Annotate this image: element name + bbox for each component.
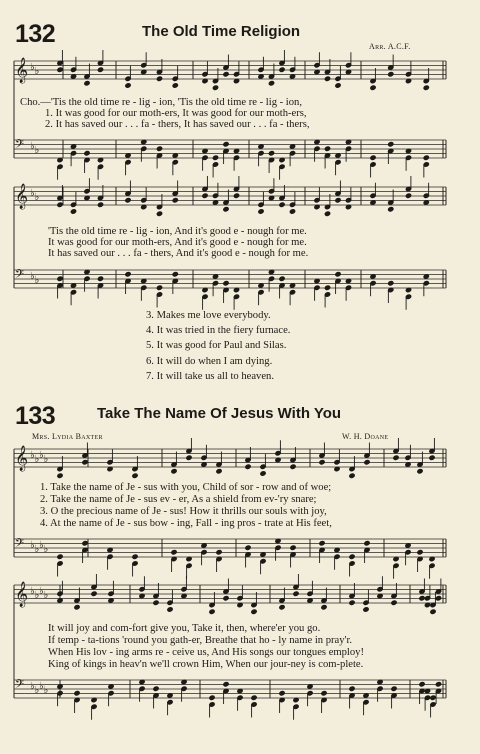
note-head — [216, 469, 222, 474]
note-head — [324, 146, 330, 151]
note-head — [153, 600, 159, 605]
flat-icon: ♭ — [39, 540, 44, 551]
hymn-title: Take The Name Of Jesus With You — [97, 405, 342, 422]
note-head — [156, 285, 162, 290]
note-head — [97, 276, 103, 281]
note-head — [260, 471, 266, 476]
note-head — [172, 272, 178, 277]
note-head — [279, 605, 285, 610]
note-head — [223, 72, 229, 77]
bass-clef-icon: 𝄢 — [15, 537, 25, 553]
note-head — [172, 198, 178, 203]
note-head — [393, 455, 399, 460]
note-head — [57, 202, 63, 207]
note-head — [202, 193, 208, 198]
flat-icon: ♭ — [34, 454, 40, 465]
note-head — [74, 605, 80, 610]
note-head — [391, 600, 397, 605]
flat-icon: ♭ — [30, 681, 35, 692]
note-head — [391, 686, 397, 691]
lyrics-line: If temp - ta-tions 'round you gath-er, Breathe that ho - ly name in pray'r. — [48, 635, 353, 646]
note-head — [429, 455, 435, 460]
bass-clef-icon: 𝄢 — [15, 138, 25, 154]
note-head — [279, 691, 285, 696]
note-head — [268, 151, 274, 156]
note-head — [319, 541, 325, 546]
note-head — [82, 541, 88, 546]
treble-clef-icon: 𝄞 — [15, 58, 29, 83]
note-head — [153, 686, 159, 691]
note-head — [435, 596, 441, 601]
flat-icon: ♭ — [43, 454, 49, 465]
note-head — [324, 285, 330, 290]
note-head — [319, 460, 325, 465]
note-head — [212, 85, 218, 90]
note-head — [125, 83, 131, 88]
flat-icon: ♭ — [43, 590, 49, 601]
flat-icon: ♭ — [34, 145, 40, 156]
flat-icon: ♭ — [30, 540, 35, 551]
note-head — [84, 151, 90, 156]
note-head — [364, 460, 370, 465]
additional-verses — [146, 308, 290, 384]
note-head — [435, 682, 441, 687]
hymn-number: 133 — [15, 402, 56, 430]
note-head — [216, 550, 222, 555]
note-head — [258, 209, 264, 214]
flat-icon: ♭ — [30, 141, 35, 152]
note-head — [290, 545, 296, 550]
bass-clef-icon: 𝄢 — [15, 678, 25, 694]
flat-icon: ♭ — [30, 450, 35, 461]
note-head — [293, 591, 299, 596]
note-head — [419, 596, 425, 601]
lyrics-line: King of kings in heav'n we'll crown Him, When our jour-ney is com-plete. — [48, 659, 364, 670]
flat-icon: ♭ — [39, 681, 44, 692]
note-head — [349, 686, 355, 691]
verse-line: 7. It will take us all to heaven. — [146, 370, 274, 382]
note-head — [290, 464, 296, 469]
note-head — [125, 272, 131, 277]
note-head — [349, 473, 355, 478]
treble-clef-icon: 𝄞 — [15, 446, 29, 471]
note-head — [171, 469, 177, 474]
note-head — [245, 545, 251, 550]
note-head — [223, 207, 229, 212]
bass-clef-icon: 𝄢 — [15, 268, 25, 284]
note-head — [223, 142, 229, 147]
note-head — [125, 198, 131, 203]
note-head — [388, 72, 394, 77]
note-head — [97, 67, 103, 72]
flat-icon: ♭ — [39, 450, 44, 461]
note-head — [245, 464, 251, 469]
verse-line: 4. It was tried in the fiery furnace. — [146, 325, 291, 337]
verse-line: 6. It will do when I am dying. — [146, 355, 273, 367]
note-head — [171, 550, 177, 555]
lyrics-line: When His lov - ing arms re - ceive us, And His songs our tongues employ! — [48, 647, 364, 658]
note-head — [349, 554, 355, 559]
lyrics-line: 2. It has saved our . . . fa - thers, It has saved our . . . fa - thers, — [45, 119, 310, 130]
note-head — [233, 193, 239, 198]
note-head — [91, 591, 97, 596]
lyrics-line: It has saved our . . . fa - thers, And it's good e - nough for me. — [48, 248, 309, 259]
note-head — [363, 607, 369, 612]
author-credit: Mrs. Lydia Baxter — [32, 432, 103, 441]
flat-icon: ♭ — [43, 685, 49, 696]
note-head — [430, 695, 436, 700]
lyrics-line: Cho.—'Tis the old time re - lig - ion, 'Tis the old time re - lig - ion, — [20, 97, 302, 108]
note-head — [172, 83, 178, 88]
flat-icon: ♭ — [34, 685, 40, 696]
lyrics-line: 3. O the precious name of Je - sus! How it thrills our souls with joy, — [40, 506, 327, 517]
note-head — [324, 211, 330, 216]
note-head — [212, 155, 218, 160]
flat-icon: ♭ — [39, 586, 44, 597]
note-head — [268, 81, 274, 86]
note-head — [423, 155, 429, 160]
lyrics-line: It was good for our moth-ers, And it's good e - nough for me. — [48, 237, 307, 248]
treble-clef-icon: 𝄞 — [15, 582, 29, 607]
note-head — [321, 605, 327, 610]
note-head — [324, 76, 330, 81]
flat-icon: ♭ — [34, 590, 40, 601]
lyrics-line: 4. At the name of Je - sus bow - ing, Fall - ing pros - trate at His feet, — [40, 518, 332, 529]
flat-icon: ♭ — [30, 62, 35, 73]
note-head — [423, 85, 429, 90]
note-head — [279, 202, 285, 207]
note-head — [156, 211, 162, 216]
note-head — [209, 695, 215, 700]
note-head — [57, 67, 63, 72]
note-head — [57, 473, 63, 478]
note-head — [167, 607, 173, 612]
note-head — [405, 193, 411, 198]
note-head — [349, 600, 355, 605]
note-head — [97, 202, 103, 207]
note-head — [335, 83, 341, 88]
lyrics-line: 'Tis the old time re - lig - ion, And it's good e - nough for me. — [48, 226, 307, 237]
flat-icon: ♭ — [34, 192, 40, 203]
note-head — [370, 155, 376, 160]
flat-icon: ♭ — [43, 544, 49, 555]
note-head — [209, 609, 215, 614]
note-head — [57, 554, 63, 559]
note-head — [289, 209, 295, 214]
note-head — [57, 276, 63, 281]
note-head — [417, 469, 423, 474]
note-head — [223, 596, 229, 601]
note-head — [388, 207, 394, 212]
note-head — [70, 209, 76, 214]
note-head — [223, 281, 229, 286]
note-head — [388, 142, 394, 147]
note-head — [251, 609, 257, 614]
note-head — [321, 691, 327, 696]
note-head — [279, 276, 285, 281]
note-head — [132, 473, 138, 478]
flat-icon: ♭ — [34, 275, 40, 286]
composer-credit: W. H. Doane — [342, 432, 389, 441]
note-head — [419, 682, 425, 687]
note-head — [335, 198, 341, 203]
hymn-title: The Old Time Religion — [142, 23, 301, 40]
note-head — [84, 81, 90, 86]
lyrics-line: 1. Take the name of Je - sus with you, Child of sor - row and of woe; — [40, 482, 332, 493]
note-head — [156, 76, 162, 81]
flat-icon: ♭ — [30, 188, 35, 199]
note-head — [430, 609, 436, 614]
lyrics-line: 1. It was good for our moth-ers, It was good for our moth-ers, — [45, 108, 307, 119]
note-head — [279, 67, 285, 72]
lyrics-line: It will joy and com-fort give you, Take it, then, where'er you go. — [48, 623, 321, 634]
note-head — [388, 281, 394, 286]
note-head — [186, 455, 192, 460]
flat-icon: ♭ — [30, 271, 35, 282]
note-head — [74, 691, 80, 696]
note-head — [251, 695, 257, 700]
note-head — [223, 682, 229, 687]
verse-line: 5. It was good for Paul and Silas. — [146, 340, 287, 352]
verse-line: 3. Makes me love everybody. — [146, 310, 271, 321]
note-head — [364, 541, 370, 546]
note-head — [132, 554, 138, 559]
flat-icon: ♭ — [34, 66, 40, 77]
hymn-number: 132 — [15, 20, 56, 48]
flat-icon: ♭ — [30, 586, 35, 597]
note-head — [417, 550, 423, 555]
flat-icon: ♭ — [34, 544, 40, 555]
composer-credit: Arr. A.C.F. — [369, 42, 411, 51]
note-head — [370, 85, 376, 90]
note-head — [335, 272, 341, 277]
note-head — [156, 146, 162, 151]
note-head — [82, 460, 88, 465]
lyrics-line: 2. Take the name of Je - sus ev - er, As a shield from ev-'ry snare; — [40, 494, 317, 505]
treble-clef-icon: 𝄞 — [15, 184, 29, 209]
